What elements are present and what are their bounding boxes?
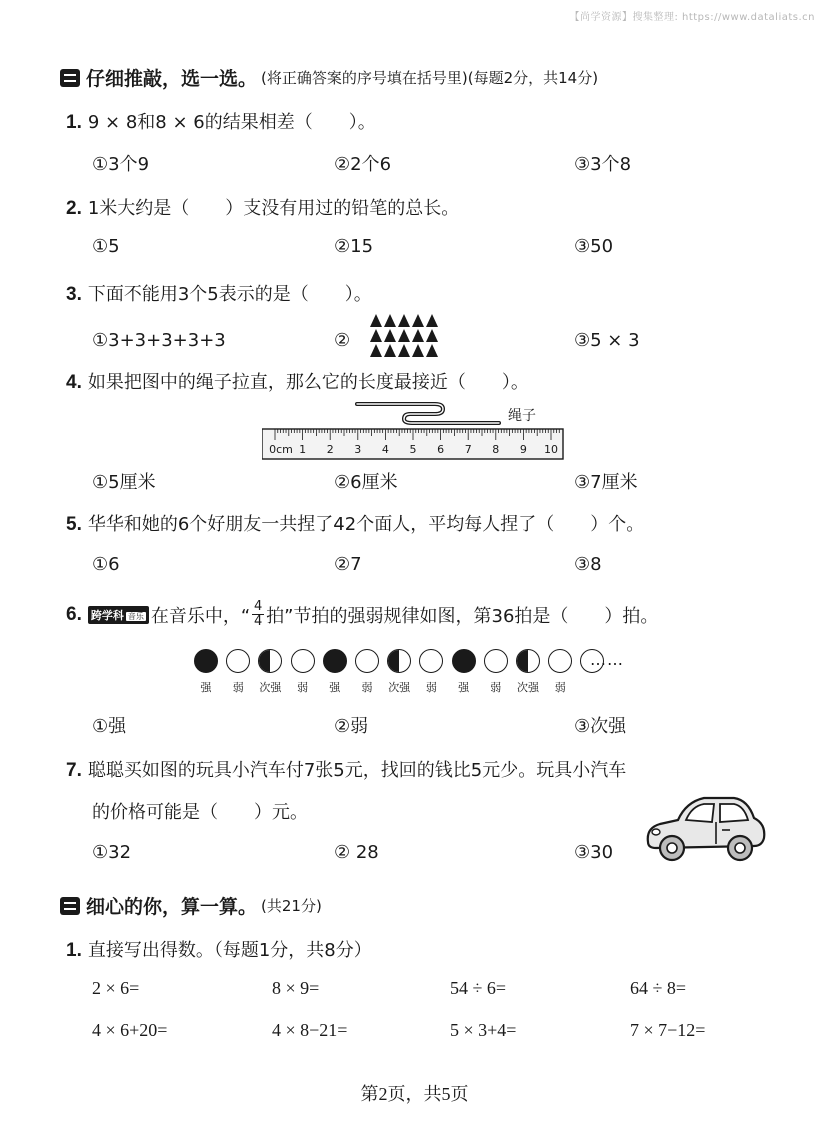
- option-b: ②弱: [334, 716, 369, 737]
- triangle-icon: [384, 344, 396, 357]
- question-number: 6.: [66, 603, 82, 625]
- medium-beat-icon: [258, 649, 282, 673]
- option-c: ③7厘米: [574, 472, 638, 493]
- option-b: ②7: [334, 554, 362, 575]
- beat-label: 弱: [361, 681, 373, 694]
- section-number-icon: [60, 897, 80, 915]
- beat-label: 强: [329, 681, 341, 694]
- question-text: 在音乐中，“: [150, 605, 251, 627]
- triangle-icon: [384, 314, 396, 327]
- ruler-tick-label: 7: [464, 443, 472, 456]
- triangle-icon: [398, 329, 410, 342]
- ruler-tick-label: 8: [492, 443, 500, 456]
- question-number: 4.: [66, 372, 82, 393]
- question-text: 如果把图中的绳子拉直，那么它的长度最接近（ ）。: [87, 372, 529, 393]
- section-heading-calculate: [60, 892, 322, 919]
- watermark-text: 【尚学资源】搜集整理: https://www.dataliats.cn: [569, 12, 815, 23]
- weak-beat-icon: [291, 649, 315, 673]
- section-title: 仔细推敲，选一选。: [86, 68, 258, 90]
- question-text: 直接写出得数。（每题1分，共8分）: [87, 940, 372, 961]
- triangle-icon: [412, 344, 424, 357]
- question-3: [66, 280, 372, 306]
- beat-label: 强: [458, 681, 470, 694]
- section-number-icon: [60, 69, 80, 87]
- option-b: ②: [334, 330, 351, 351]
- beat-label: 强: [200, 681, 212, 694]
- calc-item: 64 ÷ 8=: [630, 978, 687, 998]
- beat-label: 次强: [517, 681, 539, 694]
- ruler-tick-label: 6: [437, 443, 445, 456]
- option-a: ①5: [92, 236, 120, 257]
- beat-ellipsis: ……: [590, 650, 624, 669]
- ruler-tick-label: 3: [354, 443, 362, 456]
- weak-beat-icon: [226, 649, 250, 673]
- calc-item: 2 × 6=: [92, 978, 140, 998]
- ruler-tick-label: 1: [299, 443, 307, 456]
- option-a: ①3+3+3+3+3: [92, 330, 226, 351]
- ruler-tick-label: 4: [381, 443, 389, 456]
- question-6: [66, 600, 658, 629]
- option-c: ③30: [574, 842, 614, 863]
- medium-beat-icon: [516, 649, 540, 673]
- fraction-denominator: 4: [254, 614, 263, 629]
- triangle-icon: [412, 329, 424, 342]
- medium-beat-icon: [387, 649, 411, 673]
- question-4: [66, 368, 529, 394]
- beat-label: 次强: [388, 681, 411, 694]
- triangle-icon: [370, 329, 382, 342]
- ruler-tick-label: 9: [519, 443, 527, 456]
- fraction: [252, 600, 264, 629]
- question-text: 华华和她的6个好朋友一共捏了42个面人，平均每人捏了（ ）个。: [87, 514, 645, 535]
- subject-badge: [88, 606, 149, 624]
- option-c: ③次强: [574, 716, 627, 737]
- option-c: ③3个8: [574, 154, 632, 175]
- option-a: ①强: [92, 716, 127, 737]
- calc-question-1: [66, 936, 372, 962]
- option-a: ①32: [92, 842, 132, 863]
- question-text: 1米大约是（ ）支没有用过的铅笔的总长。: [87, 198, 460, 219]
- triangle-icon: [426, 314, 438, 327]
- question-number: 1.: [66, 940, 82, 961]
- option-c: ③50: [574, 236, 614, 257]
- badge-sub-label: 音乐: [127, 611, 144, 621]
- triangle-icon: [370, 344, 382, 357]
- question-1: [66, 108, 376, 134]
- badge-label: 跨学科: [90, 608, 124, 622]
- fraction-numerator: 4: [254, 599, 263, 614]
- strong-beat-icon: [452, 649, 476, 673]
- option-c: ③5 × 3: [574, 330, 640, 351]
- option-a: ①6: [92, 554, 120, 575]
- option-c: ③8: [574, 554, 602, 575]
- ruler-tick-label: 10: [544, 443, 558, 456]
- beat-label: 弱: [297, 681, 309, 694]
- triangle-icon: [398, 344, 410, 357]
- rope-label: 绳子: [508, 408, 536, 424]
- question-5: [66, 510, 644, 536]
- ruler-tick-label: 2: [326, 443, 334, 456]
- calc-item: 7 × 7−12=: [630, 1020, 706, 1040]
- page-footer: 第2页，共5页: [360, 1084, 469, 1104]
- weak-beat-icon: [355, 649, 379, 673]
- calc-item: 5 × 3+4=: [450, 1020, 517, 1040]
- triangle-icon: [370, 314, 382, 327]
- triangle-icon: [426, 329, 438, 342]
- section-note: (将正确答案的序号填在括号里)(每题2分，共14分): [261, 69, 599, 87]
- question-text: 9 × 8和8 × 6的结果相差（ ）。: [87, 112, 376, 133]
- question-text: 拍”节拍的强弱规律如图，第36拍是（ ）拍。: [266, 605, 659, 627]
- section-heading-choose: [60, 64, 598, 91]
- beat-label: 弱: [490, 681, 502, 694]
- question-number: 7.: [66, 760, 82, 781]
- question-text: 下面不能用3个5表示的是（ ）。: [87, 284, 372, 305]
- beat-label: 弱: [425, 681, 437, 694]
- calc-item: 4 × 8−21=: [272, 1020, 348, 1040]
- toy-car-icon: [642, 792, 770, 864]
- beat-label: 次强: [259, 681, 282, 694]
- option-a: ①5厘米: [92, 472, 156, 493]
- option-a: ①3个9: [92, 154, 150, 175]
- weak-beat-icon: [548, 649, 572, 673]
- beat-label: 弱: [554, 681, 566, 694]
- ruler-with-rope-figure: [262, 398, 567, 462]
- ruler-tick-label: 5: [409, 443, 417, 456]
- question-number: 5.: [66, 514, 82, 535]
- strong-beat-icon: [323, 649, 347, 673]
- triangle-icon: [384, 329, 396, 342]
- question-text: 聪聪买如图的玩具小汽车付7张5元，找回的钱比5元少。玩具小汽车: [87, 760, 627, 781]
- option-b: ②2个6: [334, 154, 392, 175]
- section-title: 细心的你，算一算。: [86, 896, 258, 918]
- question-2: [66, 194, 459, 220]
- triangle-icon: [398, 314, 410, 327]
- calc-item: 54 ÷ 6=: [450, 978, 507, 998]
- question-7-line-2: 的价格可能是（ ）元。: [92, 802, 308, 823]
- triangle-icon: [412, 314, 424, 327]
- section-note: (共21分): [261, 897, 322, 915]
- weak-beat-icon: [419, 649, 443, 673]
- calc-item: 4 × 6+20=: [92, 1020, 168, 1040]
- option-b: ②6厘米: [334, 472, 398, 493]
- option-b: ② 28: [334, 842, 379, 863]
- option-b: ②15: [334, 236, 374, 257]
- question-number: 1.: [66, 112, 82, 133]
- ruler-tick-label: 0cm: [269, 443, 293, 456]
- question-number: 3.: [66, 284, 82, 305]
- strong-beat-icon: [194, 649, 218, 673]
- question-7: [66, 756, 626, 782]
- weak-beat-icon: [484, 649, 508, 673]
- beat-label: 弱: [232, 681, 244, 694]
- calc-item: 8 × 9=: [272, 978, 320, 998]
- triangles-figure: [366, 312, 442, 360]
- question-number: 2.: [66, 198, 82, 219]
- triangle-icon: [426, 344, 438, 357]
